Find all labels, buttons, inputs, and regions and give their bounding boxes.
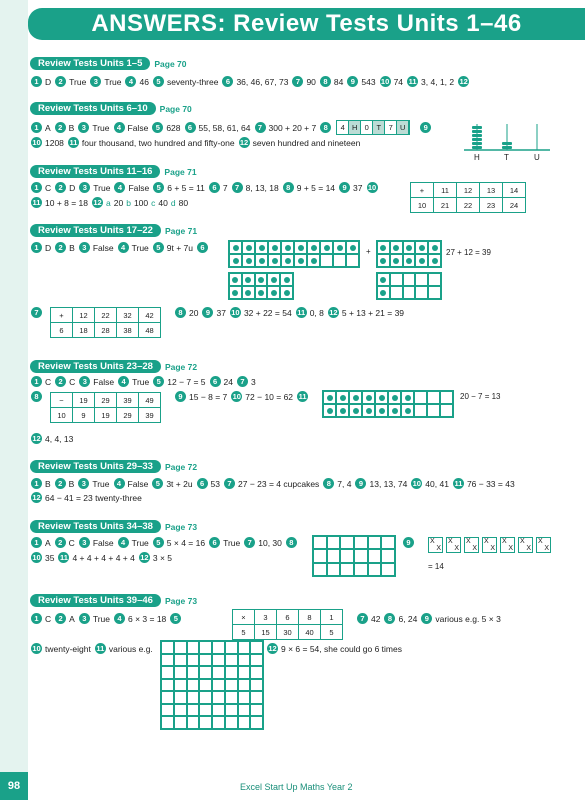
answers-units-11-16-line2: 11 10 + 8 = 18 12 a 20 b 100 c 40 d 80 bbox=[32, 197, 189, 208]
ten-frame-12-upper bbox=[376, 240, 442, 268]
svg-text:T: T bbox=[504, 153, 509, 162]
sum-20-7: 20 − 7 = 13 bbox=[460, 392, 501, 401]
addition-table-u11: + 11 12 13 14 10 21 22 23 24 bbox=[410, 182, 526, 213]
answers-units-1-5: 1 D 2 True 3 True 4 46 5 seventy-three 6 36, 46, 67, 73 7 90 8 84 9 543 10 74 11 3, 4, 1, 2 12 bbox=[30, 75, 475, 88]
svg-text:U: U bbox=[534, 153, 540, 162]
answers-units-29-33-line2: 12 64 − 41 = 23 twenty-three bbox=[32, 492, 142, 503]
answers-units-11-16-line1: 1 C 2 D 3 True 4 False 5 6 + 5 = 11 6 7 7 8, 13, 18 8 9 + 5 = 14 9 37 10 bbox=[30, 181, 381, 194]
ten-frame-27-upper bbox=[228, 240, 360, 268]
answers-units-23-28-line2: 9 15 − 8 = 7 10 72 − 10 = 62 11 bbox=[174, 390, 311, 403]
x-group: X X bbox=[520, 538, 531, 552]
section-page-ref: Page 72 bbox=[164, 361, 198, 372]
section-page-ref: Page 73 bbox=[164, 595, 198, 606]
section-title: Review Tests Units 11–16 bbox=[30, 165, 160, 178]
x-total: = 14 bbox=[428, 562, 444, 571]
answers-units-6-10-line1: 1 A 2 B 3 True 4 False 5 628 6 55, 58, 61, 64 7 300 + 20 + 7 8 4 H 0 T 7 U 9 bbox=[30, 121, 434, 134]
section-header-units-6-10 bbox=[30, 102, 192, 115]
answers-units-39-46-line1a: 1 C 2 A 3 True 4 6 × 3 = 18 5 bbox=[30, 612, 184, 625]
section-title: Review Tests Units 29–33 bbox=[30, 460, 161, 473]
section-title: Review Tests Units 34–38 bbox=[30, 520, 161, 533]
section-page-ref: Page 72 bbox=[164, 461, 198, 472]
answers-units-23-28-line3: 12 4, 4, 13 bbox=[32, 433, 74, 444]
addition-table-u17: + 12 22 32 42 6 18 28 38 48 bbox=[50, 307, 161, 338]
page-number: 98 bbox=[0, 772, 28, 800]
x-group: X X bbox=[430, 538, 441, 552]
x-group: X X bbox=[502, 538, 513, 552]
answers-units-6-10-line2: 10 1208 11 four thousand, two hundred and fifty-one 12 seven hundred and nineteen bbox=[32, 137, 361, 148]
section-title: Review Tests Units 6–10 bbox=[30, 102, 156, 115]
answers-units-29-33-line1: 1 B 2 B 3 True 4 False 5 3t + 2u 6 53 7 27 − 23 = 4 cupcakes 8 7, 4 9 13, 13, 74 10 40, 41 11 76 − 33 = 43 bbox=[30, 477, 518, 490]
section-header-units-39-46 bbox=[30, 594, 197, 607]
section-title: Review Tests Units 39–46 bbox=[30, 594, 161, 607]
section-header-units-29-33 bbox=[30, 460, 197, 473]
x-group: X X bbox=[538, 538, 549, 552]
section-page-ref: Page 71 bbox=[164, 166, 197, 177]
section-title: Review Tests Units 23–28 bbox=[30, 360, 161, 373]
x-group: X X bbox=[448, 538, 459, 552]
x-group: X X bbox=[484, 538, 495, 552]
answers-units-17-22-q7: 7 bbox=[30, 306, 45, 319]
svg-text:H: H bbox=[474, 153, 480, 162]
section-header-units-23-28 bbox=[30, 360, 197, 373]
page-gutter bbox=[0, 0, 28, 800]
abacus-diagram bbox=[462, 120, 552, 162]
answers-units-39-46-line1b: 7 42 8 6, 24 9 various e.g. 5 × 3 bbox=[356, 612, 504, 625]
ten-frame-12-lower bbox=[376, 272, 442, 300]
section-page-ref: Page 73 bbox=[164, 521, 198, 532]
htu-boxes: 4 H 0 T 7 U bbox=[336, 120, 410, 135]
section-header-units-11-16 bbox=[30, 165, 197, 178]
answers-units-34-38-line2: 10 35 11 4 + 4 + 4 + 4 + 4 12 3 × 5 bbox=[32, 552, 173, 563]
page-title: ANSWERS: Review Tests Units 1–46 bbox=[28, 8, 585, 40]
answers-units-39-46-line2b: 12 9 × 6 = 54, she could go 6 times bbox=[268, 643, 402, 654]
plus-sign: + bbox=[366, 247, 371, 256]
section-header-units-34-38 bbox=[30, 520, 197, 533]
multiplication-grid-u39 bbox=[160, 640, 264, 730]
answers-units-17-22-line2: 8 20 9 37 10 32 + 22 = 54 11 0, 8 12 5 + 13 + 21 = 39 bbox=[174, 306, 407, 319]
subtraction-table-u23: − 19 29 39 49 10 9 19 29 39 bbox=[50, 392, 161, 423]
answers-units-23-28-line1: 1 C 2 C 3 False 4 True 5 12 − 7 = 5 6 24 7 3 bbox=[30, 375, 259, 388]
answers-units-39-46-line2a: 10 twenty-eight 11 various e.g. bbox=[32, 643, 153, 654]
section-page-ref: Page 70 bbox=[154, 58, 187, 69]
x-group: X X bbox=[466, 538, 477, 552]
section-title: Review Tests Units 1–5 bbox=[30, 57, 150, 70]
answers-units-17-22-line1: 1 D 2 B 3 False 4 True 5 9t + 7u 6 bbox=[30, 241, 211, 254]
sum-27-12: 27 + 12 = 39 bbox=[446, 248, 491, 257]
multiplication-table-u39: × 3 6 8 1 5 15 30 40 5 bbox=[232, 609, 343, 640]
answers-units-23-28-q8: 8 bbox=[30, 390, 45, 403]
section-header-units-17-22 bbox=[30, 224, 197, 237]
answers-units-34-38-q9: 9 bbox=[402, 536, 417, 549]
section-title: Review Tests Units 17–22 bbox=[30, 224, 161, 237]
section-page-ref: Page 70 bbox=[159, 103, 192, 114]
answers-units-34-38-line1: 1 A 2 C 3 False 4 True 5 5 × 4 = 16 6 True 7 10, 30 8 bbox=[30, 536, 300, 549]
footer-book-title: Excel Start Up Maths Year 2 bbox=[240, 782, 353, 792]
ten-frame-27-lower bbox=[228, 272, 294, 300]
section-header-units-1-5 bbox=[30, 57, 187, 70]
section-page-ref: Page 71 bbox=[164, 225, 198, 236]
ten-frame-20 bbox=[322, 390, 454, 418]
array-grid-u34 bbox=[312, 535, 396, 577]
